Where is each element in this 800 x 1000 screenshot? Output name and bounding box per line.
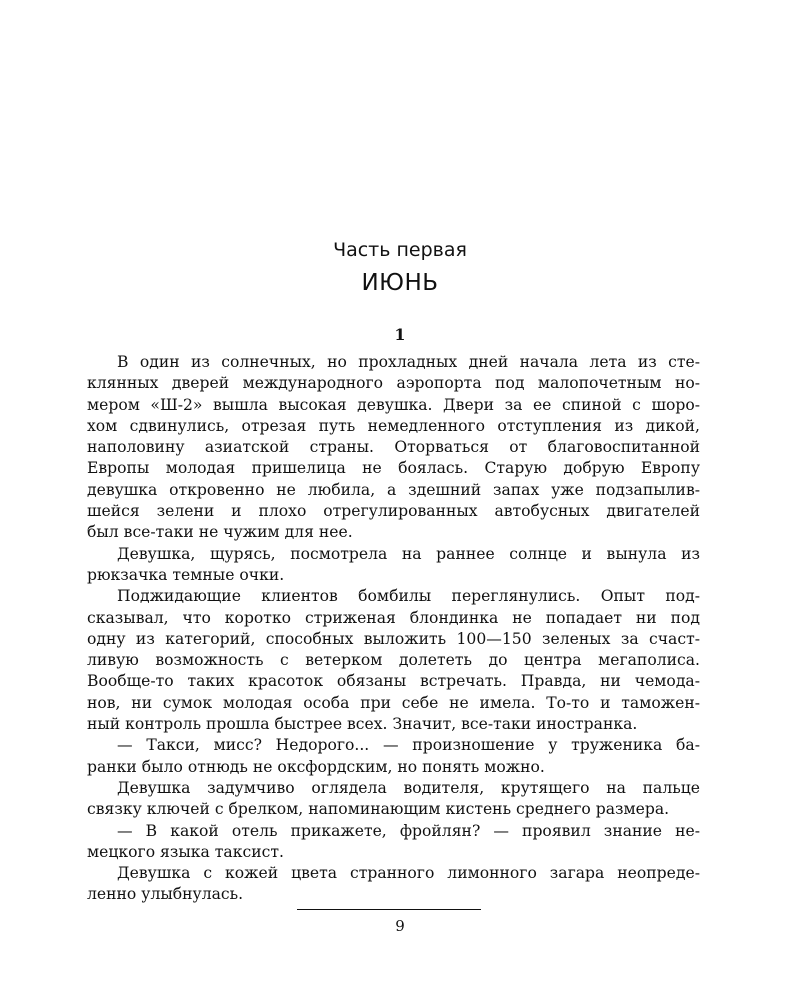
text-line: ный контроль прошла быстрее всех. Значит, все-таки иностранка.	[87, 715, 638, 734]
text-line: шейся зелени и плохо отрегулированных автобусных двигателей	[87, 502, 700, 521]
text-line: сказывал, что коротко стриженая блондинка не попадает ни под	[87, 608, 700, 627]
chapter-number: 1	[394, 325, 406, 344]
text-line: был все-таки не чужим для нее.	[87, 523, 353, 542]
text-line: Девушка с кожей цвета странного лимонного загара неопреде-	[117, 864, 700, 883]
text-line: мером «Ш-2» вышла высокая девушка. Двери за ее спиной с шоро-	[87, 395, 700, 414]
text-line: связку ключей с брелком, напоминающим кистень среднего размера.	[87, 800, 670, 819]
text-line: наполовину азиатской страны. Оторваться от благовоспитанной	[87, 438, 700, 457]
text-line: клянных дверей международного аэропорта под малопочетным но-	[87, 374, 700, 393]
text-line: Европы молодая пришелица не боялась. Старую добрую Европу	[87, 459, 700, 478]
text-line: ливую возможность с ветерком долететь до центра мегаполиса.	[87, 651, 700, 670]
footer-divider	[297, 909, 481, 910]
text-line: мецкого языка таксист.	[87, 842, 284, 861]
text-line: ленно улыбнулась.	[87, 885, 244, 904]
text-line: одну из категорий, способных выложить 100—150 зеленых за счаст-	[87, 629, 700, 648]
text-line: — В какой отель прикажете, фройлян? — проявил знание не-	[117, 821, 700, 840]
text-line: — Такси, мисс? Недорого... — произношение у труженика ба-	[117, 736, 700, 755]
text-line: В один из солнечных, но прохладных дней начала лета из сте-	[117, 353, 700, 371]
text-line: хом сдвинулись, отрезая путь немедленного отступления из дикой,	[87, 416, 700, 435]
month-title: ИЮНЬ	[361, 270, 439, 296]
text-line: Вообще-то таких красоток обязаны встречать. Правда, ни чемода-	[87, 672, 700, 691]
text-line: Поджидающие клиентов бомбилы переглянулись. Опыт под-	[117, 587, 700, 606]
text-line: Девушка, щурясь, посмотрела на раннее солнце и вынула из	[117, 544, 700, 563]
chapter-body	[87, 352, 700, 906]
page-number: 9	[395, 917, 405, 935]
text-line: ранки было отнюдь не оксфордским, но понять можно.	[87, 757, 545, 776]
text-line: рюкзачка темные очки.	[87, 565, 285, 584]
text-line: нов, ни сумок молодая особа при себе не имела. То-то и таможен-	[87, 693, 700, 712]
text-line: девушка откровенно не любила, а здешний запах уже подзапылив-	[87, 480, 700, 499]
part-title: Часть первая	[333, 239, 467, 261]
text-line: Девушка задумчиво оглядела водителя, крутящего на пальце	[117, 778, 700, 797]
